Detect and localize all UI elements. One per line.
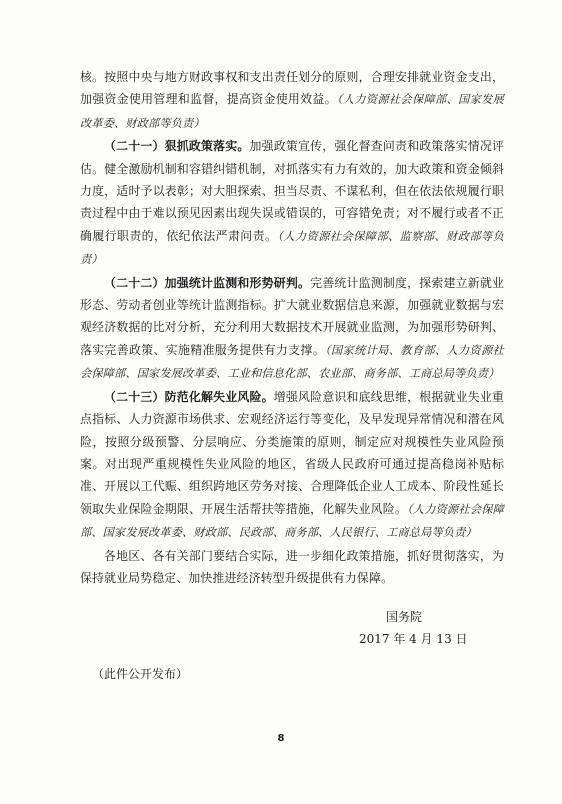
paragraph-funding-continued — [80, 66, 504, 135]
signature-date: 2017 年 4 月 13 日 — [359, 632, 468, 646]
paragraph-item-23 — [80, 386, 504, 545]
page-number: 8 — [277, 733, 285, 744]
responsible-departments: （人力资源社会保障部、国家发展改革委、财政部、民政部、商务部、人民银行、工商总局等负责） — [80, 502, 504, 540]
paragraph-body: 完善统计监测制度，探索建立新就业形态、劳动者创业等统计监测指标。扩大就业数据信息来源，加强就业数据与宏观经济数据的比对分析，充分利用大数据技术开展就业监测，为加强形势研判、落实完善政策、实施精准服务提供有力支撑。 — [80, 275, 504, 357]
responsible-departments: （人力资源社会保障部、国家发展改革委、财政部等负责） — [80, 93, 504, 130]
signature-organization: 国务院 — [386, 610, 423, 624]
document-body — [80, 66, 504, 589]
paragraph-closing — [80, 545, 504, 590]
paragraph-body: 增强风险意识和底线思维，根据就业失业重点指标、人力资源市场供求、宏观经济运行等变化，及早发现异常情况和潜在风险，按照分级预警、分层响应、分类施策的原则，制定应对规模性失业风险预案。对出现严重规模性失业风险的地区，省级人民政府可通过提高稳岗补贴标准、开展以工代赈、组织跨地区劳务对接、合理降低企业人工成本、阶段性延长领取失业保险金期限、开展生活帮扶等措施，化解失业风险。 — [80, 389, 504, 516]
responsible-departments: （人力资源社会保障部、监察部、财政部等负责） — [80, 229, 504, 267]
paragraph-body: 加强政策宣传，强化督查问责和政策落实情况评估。健全激励机制和容错纠错机制，对抓落实有力有效的，加大政策和资金倾斜力度，适时予以表彰；对大胆探索、担当尽责、不谋私利，但在依法依规履行职责过程中由于难以预见因素出现失误或错误的，可容错免责；对不履行或者不正确履行职责的，依纪依法严肃问责。 — [80, 139, 504, 243]
paragraph-item-22 — [80, 272, 504, 386]
item-heading: （二十一）狠抓政策落实。 — [104, 139, 250, 154]
publication-note: （此件公开发布） — [92, 667, 189, 681]
item-heading: （二十三）防范化解失业风险。 — [104, 389, 274, 404]
responsible-departments: （国家统计局、教育部、人力资源社会保障部、国家发展改革委、工业和信息化部、农业部、商务部、工商总局等负责） — [80, 343, 504, 381]
paragraph-item-21 — [80, 135, 504, 271]
item-heading: （二十二）加强统计监测和形势研判。 — [104, 275, 311, 290]
paragraph-body: 各地区、各有关部门要结合实际，进一步细化政策措施，抓好贯彻落实，为保持就业局势稳定、加快推进经济转型升级提供有力保障。 — [80, 548, 504, 585]
paragraph-body: 核。按照中央与地方财政事权和支出责任划分的原则，合理安排就业资金支出，加强资金使用管理和监督，提高资金使用效益。 — [80, 70, 504, 107]
